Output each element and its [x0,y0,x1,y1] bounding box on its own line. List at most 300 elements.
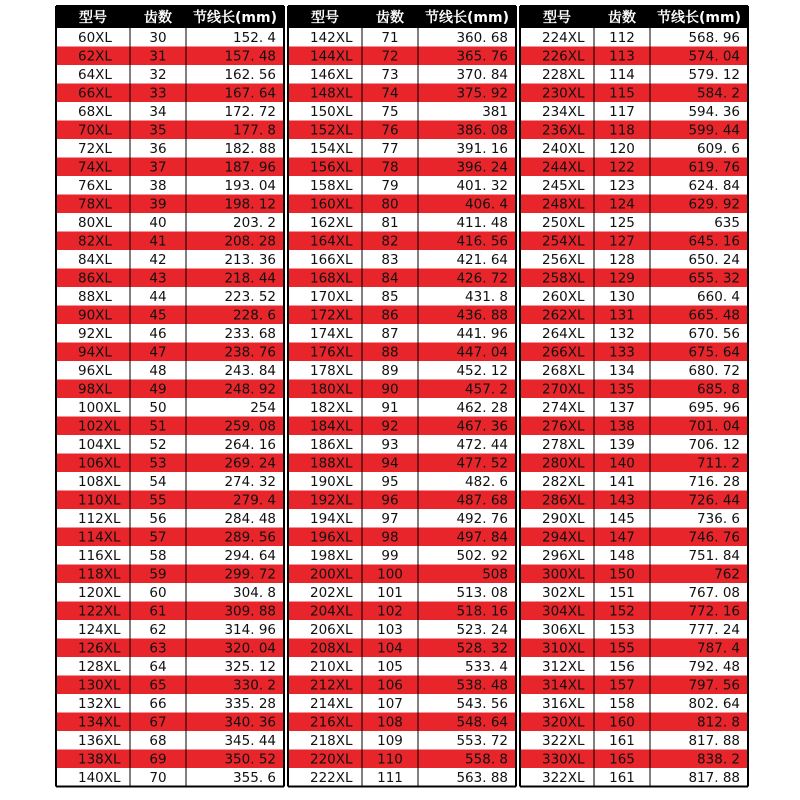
model-cell: 286XL [542,492,585,509]
length-cell: 838. 2 [697,751,740,768]
model-cell: 278XL [542,437,585,453]
length-cell: 528. 32 [456,640,508,657]
teeth-cell: 41 [149,233,167,250]
length-cell: 314. 96 [224,622,276,638]
teeth-cell: 131 [609,307,635,324]
teeth-cell: 58 [149,548,167,564]
length-cell: 228. 6 [233,307,276,324]
length-cell: 375. 92 [456,85,508,102]
model-cell: 176XL [310,344,353,361]
model-cell: 114XL [78,529,121,546]
teeth-cell: 109 [377,733,403,749]
length-cell: 274. 32 [224,474,276,490]
length-cell: 533. 4 [465,659,508,675]
model-cell: 276XL [542,418,585,435]
length-cell: 335. 28 [224,696,276,712]
length-cell: 619. 76 [688,159,740,176]
model-cell: 120XL [78,585,121,601]
length-cell: 680. 72 [688,363,740,379]
length-cell: 172. 72 [224,104,276,120]
length-cell: 609. 6 [697,141,740,157]
model-cell: 124XL [78,622,121,638]
length-cell: 629. 92 [688,196,740,213]
model-cell: 160XL [310,196,353,213]
length-cell: 436. 88 [456,307,508,324]
model-cell: 280XL [542,455,585,472]
teeth-cell: 147 [609,529,635,546]
teeth-cell: 72 [381,48,399,65]
teeth-cell: 110 [377,751,403,768]
length-cell: 330. 2 [233,677,276,694]
teeth-cell: 76 [381,122,399,139]
model-cell: 94XL [78,344,112,361]
teeth-cell: 125 [609,215,635,231]
model-cell: 66XL [78,85,112,102]
teeth-cell: 135 [609,381,635,398]
teeth-cell: 67 [149,714,167,731]
model-cell: 314XL [542,677,585,694]
teeth-cell: 137 [609,400,635,416]
length-cell: 187. 96 [224,159,276,176]
length-cell: 355. 6 [233,770,276,786]
length-cell: 381 [482,104,508,120]
teeth-cell: 39 [149,196,167,213]
model-cell: 144XL [310,48,353,65]
model-cell: 136XL [78,733,121,749]
teeth-cell: 115 [609,85,635,102]
teeth-cell: 87 [381,326,399,342]
length-cell: 162. 56 [224,67,276,83]
model-cell: 196XL [310,529,353,546]
teeth-cell: 30 [149,30,167,46]
length-cell: 584. 2 [697,85,740,102]
length-cell: 568. 96 [688,30,740,46]
model-cell: 206XL [310,622,353,638]
length-cell: 213. 36 [224,252,276,268]
teeth-cell: 111 [377,770,403,786]
model-cell: 258XL [542,270,585,287]
teeth-cell: 97 [381,511,399,527]
teeth-cell: 95 [381,474,399,490]
model-cell: 282XL [542,474,585,490]
length-cell: 670. 56 [688,326,740,342]
length-cell: 792. 48 [688,659,740,675]
model-cell: 122XL [78,603,121,620]
teeth-cell: 152 [609,603,635,620]
model-cell: 236XL [542,122,585,139]
length-cell: 543. 56 [456,696,508,712]
length-cell: 177. 8 [233,122,276,139]
model-cell: 100XL [78,400,121,416]
model-cell: 146XL [310,67,353,83]
teeth-cell: 130 [609,289,635,305]
length-cell: 487. 68 [456,492,508,509]
teeth-cell: 53 [149,455,167,472]
teeth-cell: 107 [377,696,403,712]
teeth-cell: 138 [609,418,635,435]
length-cell: 660. 4 [697,289,740,305]
model-cell: 250XL [542,215,585,231]
teeth-cell: 54 [149,474,167,490]
length-cell: 325. 12 [224,659,276,675]
length-cell: 746. 76 [688,529,740,546]
model-cell: 200XL [310,566,353,583]
model-cell: 154XL [310,141,353,157]
length-cell: 411. 48 [456,215,508,231]
teeth-cell: 129 [609,270,635,287]
model-cell: 82XL [78,233,112,250]
teeth-cell: 133 [609,344,635,361]
teeth-cell: 102 [377,603,403,620]
model-cell: 80XL [78,215,112,231]
length-cell: 817. 88 [688,770,740,786]
length-cell: 802. 64 [688,696,740,712]
length-cell: 675. 64 [688,344,740,361]
teeth-cell: 161 [609,733,635,749]
model-cell: 174XL [310,326,353,342]
model-cell: 132XL [78,696,121,712]
length-cell: 350. 52 [224,751,276,768]
column-header: 型号 [543,10,571,26]
length-cell: 462. 28 [456,400,508,416]
length-cell: 716. 28 [688,474,740,490]
model-cell: 266XL [542,344,585,361]
teeth-cell: 84 [381,270,399,287]
teeth-cell: 66 [149,696,167,712]
length-cell: 548. 64 [456,714,508,731]
teeth-cell: 90 [381,381,399,398]
model-cell: 142XL [310,30,353,46]
length-cell: 736. 6 [697,511,740,527]
teeth-cell: 73 [381,67,399,83]
teeth-cell: 51 [149,418,167,435]
length-cell: 167. 64 [224,85,276,102]
teeth-cell: 40 [149,215,167,231]
length-cell: 650. 24 [688,252,740,268]
teeth-cell: 60 [149,585,167,601]
teeth-cell: 46 [149,326,167,342]
teeth-cell: 104 [377,640,403,657]
model-cell: 182XL [310,400,353,416]
teeth-cell: 47 [149,344,167,361]
model-cell: 208XL [310,640,353,657]
teeth-cell: 113 [609,48,635,65]
teeth-cell: 139 [609,437,635,453]
teeth-cell: 55 [149,492,167,509]
model-cell: 274XL [542,400,585,416]
length-cell: 182. 88 [224,141,276,157]
teeth-cell: 156 [609,659,635,675]
model-cell: 98XL [78,381,112,398]
model-cell: 230XL [542,85,585,102]
model-cell: 90XL [78,307,112,324]
length-cell: 508 [482,566,508,583]
teeth-cell: 155 [609,640,635,657]
teeth-cell: 117 [609,104,635,120]
length-cell: 558. 8 [465,751,508,768]
teeth-cell: 98 [381,529,399,546]
teeth-cell: 42 [149,252,167,268]
model-cell: 270XL [542,381,585,398]
model-cell: 268XL [542,363,585,379]
length-cell: 579. 12 [688,67,740,83]
length-cell: 157. 48 [224,48,276,65]
model-cell: 320XL [542,714,585,731]
model-cell: 156XL [310,159,353,176]
column-header: 型号 [311,10,339,26]
model-cell: 130XL [78,677,121,694]
length-cell: 289. 56 [224,529,276,546]
model-cell: 188XL [310,455,353,472]
length-cell: 497. 84 [456,529,508,546]
teeth-cell: 78 [381,159,399,176]
length-cell: 294. 64 [224,548,276,564]
length-cell: 523. 24 [456,622,508,638]
teeth-cell: 105 [377,659,403,675]
model-cell: 92XL [78,326,112,342]
length-cell: 482. 6 [465,474,508,490]
length-cell: 233. 68 [224,326,276,342]
teeth-cell: 94 [381,455,399,472]
teeth-cell: 161 [609,770,635,786]
length-cell: 370. 84 [456,67,508,83]
model-cell: 190XL [310,474,353,490]
teeth-cell: 85 [381,289,399,305]
model-cell: 222XL [310,770,353,786]
model-cell: 204XL [310,603,353,620]
length-cell: 304. 8 [233,585,276,601]
length-cell: 492. 76 [456,511,508,527]
length-cell: 203. 2 [233,215,276,231]
model-cell: 322XL [542,770,585,786]
length-cell: 665. 48 [688,307,740,324]
model-cell: 194XL [310,511,353,527]
teeth-cell: 91 [381,400,399,416]
model-cell: 84XL [78,252,112,268]
model-cell: 70XL [78,122,112,139]
teeth-cell: 122 [609,159,635,176]
model-cell: 304XL [542,603,585,620]
model-cell: 226XL [542,48,585,65]
length-cell: 762 [714,566,740,583]
teeth-cell: 123 [609,178,635,194]
length-cell: 309. 88 [224,603,276,620]
length-cell: 193. 04 [224,178,276,194]
model-cell: 180XL [310,381,353,398]
model-cell: 158XL [310,178,353,194]
teeth-cell: 92 [381,418,399,435]
model-cell: 264XL [542,326,585,342]
length-cell: 563. 88 [456,770,508,786]
teeth-cell: 99 [381,548,399,564]
length-cell: 711. 2 [697,455,740,472]
teeth-cell: 64 [149,659,167,675]
teeth-cell: 120 [609,141,635,157]
length-cell: 777. 24 [688,622,740,638]
length-cell: 645. 16 [688,233,740,250]
length-cell: 655. 32 [688,270,740,287]
teeth-cell: 69 [149,751,167,768]
teeth-cell: 33 [149,85,167,102]
model-cell: 162XL [310,215,353,231]
model-cell: 170XL [310,289,353,305]
model-cell: 166XL [310,252,353,268]
column-header: 齿数 [376,10,404,26]
length-cell: 386. 08 [456,122,508,139]
teeth-cell: 50 [149,400,167,416]
model-cell: 186XL [310,437,353,453]
teeth-cell: 150 [609,566,635,583]
length-cell: 299. 72 [224,566,276,583]
length-cell: 467. 36 [456,418,508,435]
model-cell: 110XL [78,492,121,509]
length-cell: 685. 8 [697,381,740,398]
length-cell: 208. 28 [224,233,276,250]
column-header: 节线长(mm) [193,10,277,26]
model-cell: 134XL [78,714,121,731]
teeth-cell: 83 [381,252,399,268]
model-cell: 316XL [542,696,585,712]
length-cell: 452. 12 [456,363,508,379]
teeth-cell: 62 [149,622,167,638]
teeth-cell: 82 [381,233,399,250]
length-cell: 284. 48 [224,511,276,527]
teeth-cell: 37 [149,159,167,176]
model-cell: 118XL [78,566,121,583]
teeth-cell: 114 [609,67,635,83]
teeth-cell: 112 [609,30,635,46]
teeth-cell: 103 [377,622,403,638]
model-cell: 72XL [78,141,112,157]
model-cell: 60XL [78,30,112,46]
teeth-cell: 124 [609,196,635,213]
length-cell: 243. 84 [224,363,276,379]
teeth-cell: 63 [149,640,167,657]
length-cell: 447. 04 [456,344,508,361]
length-cell: 706. 12 [688,437,740,453]
model-cell: 140XL [78,770,121,786]
column-header: 节线长(mm) [425,10,509,26]
model-cell: 102XL [78,418,121,435]
teeth-cell: 35 [149,122,167,139]
model-cell: 126XL [78,640,121,657]
teeth-cell: 165 [609,751,635,768]
model-cell: 184XL [310,418,353,435]
model-cell: 152XL [310,122,353,139]
teeth-cell: 86 [381,307,399,324]
teeth-cell: 101 [377,585,403,601]
teeth-cell: 43 [149,270,167,287]
teeth-cell: 57 [149,529,167,546]
teeth-cell: 52 [149,437,167,453]
length-cell: 426. 72 [456,270,508,287]
length-cell: 477. 52 [456,455,508,472]
teeth-cell: 38 [149,178,167,194]
teeth-cell: 75 [381,104,399,120]
teeth-cell: 127 [609,233,635,250]
model-cell: 168XL [310,270,353,287]
teeth-cell: 100 [377,566,403,583]
teeth-cell: 81 [381,215,399,231]
length-cell: 772. 16 [688,603,740,620]
model-cell: 310XL [542,640,585,657]
model-cell: 220XL [310,751,353,768]
length-cell: 320. 04 [224,640,276,657]
length-cell: 513. 08 [456,585,508,601]
model-cell: 294XL [542,529,585,546]
length-cell: 264. 16 [224,437,276,453]
column-header: 齿数 [144,10,172,26]
length-cell: 574. 04 [688,48,740,65]
teeth-cell: 160 [609,714,635,731]
teeth-cell: 61 [149,603,167,620]
model-cell: 164XL [310,233,353,250]
model-cell: 302XL [542,585,585,601]
length-cell: 218. 44 [224,270,276,287]
model-cell: 330XL [542,751,585,768]
model-cell: 228XL [542,67,585,83]
model-cell: 240XL [542,141,585,157]
length-cell: 279. 4 [233,492,276,509]
length-cell: 751. 84 [688,548,740,564]
teeth-cell: 77 [381,141,399,157]
length-cell: 401. 32 [456,178,508,194]
model-cell: 212XL [310,677,353,694]
length-cell: 538. 48 [456,677,508,694]
length-cell: 340. 36 [224,714,276,731]
teeth-cell: 158 [609,696,635,712]
length-cell: 635 [714,215,740,231]
model-cell: 254XL [542,233,585,250]
teeth-cell: 79 [381,178,399,194]
teeth-cell: 143 [609,492,635,509]
length-cell: 457. 2 [465,381,508,398]
length-cell: 365. 76 [456,48,508,65]
model-cell: 138XL [78,751,121,768]
length-cell: 594. 36 [688,104,740,120]
model-cell: 210XL [310,659,353,675]
model-cell: 88XL [78,289,112,305]
model-cell: 68XL [78,104,112,120]
length-cell: 787. 4 [697,640,740,657]
model-cell: 290XL [542,511,585,527]
length-cell: 360. 68 [456,30,508,46]
model-cell: 198XL [310,548,353,564]
column-header: 节线长(mm) [657,10,741,26]
model-cell: 214XL [310,696,353,712]
teeth-cell: 132 [609,326,635,342]
teeth-cell: 153 [609,622,635,638]
length-cell: 624. 84 [688,178,740,194]
teeth-cell: 56 [149,511,167,527]
length-cell: 553. 72 [456,733,508,749]
model-cell: 96XL [78,363,112,379]
model-cell: 296XL [542,548,585,564]
teeth-cell: 88 [381,344,399,361]
length-cell: 767. 08 [688,585,740,601]
model-cell: 216XL [310,714,353,731]
teeth-cell: 32 [149,67,167,83]
length-cell: 797. 56 [688,677,740,694]
model-cell: 202XL [310,585,353,601]
length-cell: 431. 8 [465,289,508,305]
teeth-cell: 106 [377,677,403,694]
column-header: 齿数 [608,10,636,26]
model-cell: 74XL [78,159,112,176]
model-cell: 148XL [310,85,353,102]
length-cell: 238. 76 [224,344,276,361]
model-cell: 64XL [78,67,112,83]
